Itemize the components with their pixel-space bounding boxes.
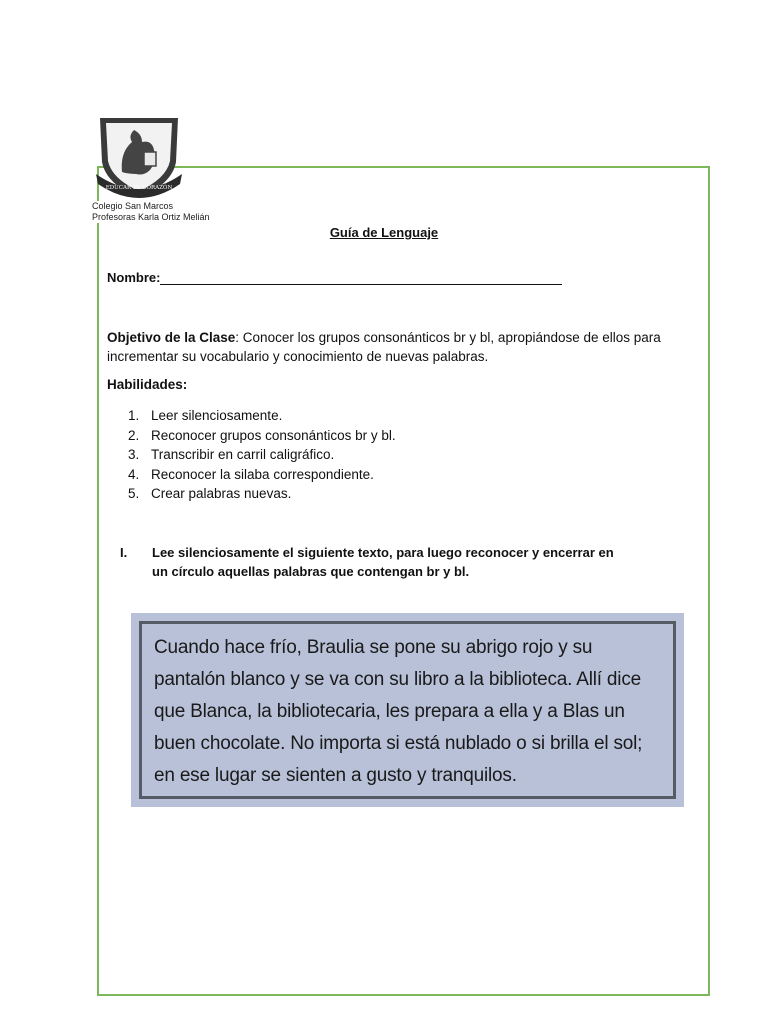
reading-passage (139, 621, 676, 799)
list-item: 4. Reconocer la silaba correspondiente. (128, 466, 374, 482)
name-label: Nombre: (107, 270, 161, 285)
exercise-text: Lee silenciosamente el siguiente texto, para luego reconocer y encerrar en un círculo aquellas palabras que contengan br y bl. (152, 545, 614, 579)
teacher-name: Profesoras Karla Ortiz Melián (92, 212, 210, 222)
page-border-frame (97, 166, 710, 996)
reading-line: pantalón blanco y se va con su libro a la biblioteca. Allí dice (154, 669, 641, 690)
list-item: 2. Reconocer grupos consonánticos br y bl. (128, 427, 396, 443)
class-objective (107, 328, 677, 366)
objective-label: Objetivo de la Clase (107, 330, 236, 345)
objective-text: : Conocer los grupos consonánticos br y bl, apropiándose de ellos para incrementar su vocabulario y conocimiento de nuevas palabras. (107, 330, 661, 364)
list-item: 1. Leer silenciosamente. (128, 408, 283, 423)
crest-motto: EDUCAR EL CORAZÓN (105, 185, 173, 191)
skills-heading: Habilidades: (107, 377, 188, 392)
name-blank-line[interactable] (160, 270, 562, 285)
name-field-row (107, 270, 562, 285)
school-name: Colegio San Marcos (92, 201, 174, 211)
reading-line: que Blanca, la bibliotecaria, les prepara a ella y a Blas un (154, 701, 625, 722)
reading-line: buen chocolate. No importa si está nublado o si brilla el sol; (154, 733, 643, 754)
school-crest-logo (92, 112, 186, 204)
exercise-numeral: I. (120, 545, 128, 560)
reading-passage-box (131, 613, 684, 807)
page-title: Guía de Lenguaje (329, 225, 439, 240)
school-info (92, 201, 214, 223)
reading-line: en ese lugar se sienten a gusto y tranquilos. (154, 765, 517, 786)
reading-line: Cuando hace frío, Braulia se pone su abrigo rojo y su (154, 637, 593, 658)
list-item: 5. Crear palabras nuevas. (128, 486, 292, 501)
skills-list (128, 406, 396, 504)
exercise-instruction (120, 543, 620, 581)
list-item: 3. Transcribir en carril caligráfico. (128, 447, 335, 462)
